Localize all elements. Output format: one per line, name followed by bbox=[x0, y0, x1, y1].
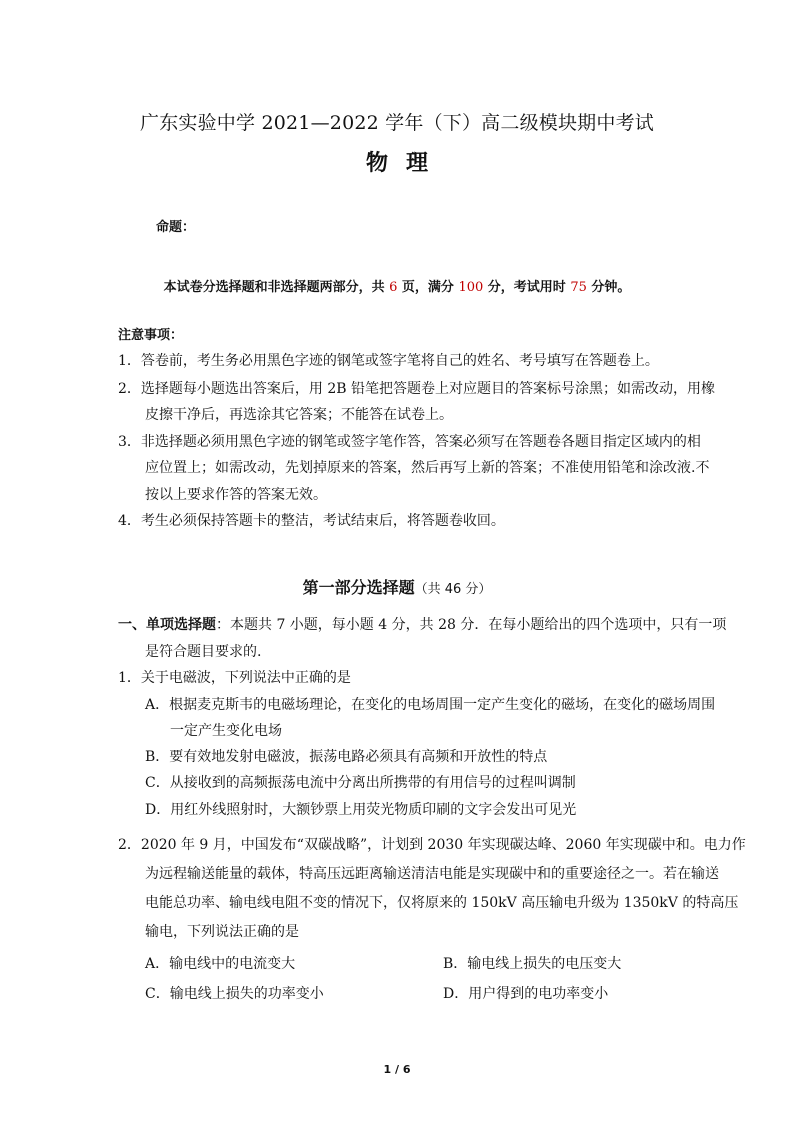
section-title bbox=[0, 575, 794, 598]
notice-item: 3．非选择题必须用黑色字迹的钢笔或签字笔作答，答案必须写在答题卷各题目指定区域内的相 bbox=[118, 434, 701, 450]
part-label: 一、单项选择题 bbox=[118, 617, 216, 633]
part-intro bbox=[118, 614, 726, 634]
part-text: ：本题共 7 小题，每小题 4 分，共 28 分．在每小题给出的四个选项中，只有一项 bbox=[216, 617, 727, 633]
subject-title: 物理 bbox=[365, 150, 446, 176]
exam-title: 广东实验中学 2021—2022 学年（下）高二级模块期中考试 bbox=[140, 112, 654, 134]
question-stem: 2．2020 年 9 月，中国发布“双碳战略”，计划到 2030 年实现碳达峰、2060 年实现碳中和。电力作 bbox=[118, 837, 746, 853]
option-a: A．输电线中的电流变大 bbox=[145, 956, 296, 972]
option-c: C．从接收到的高频振荡电流中分离出所携带的有用信号的过程叫调制 bbox=[145, 775, 576, 791]
section-name: 第一部分选择题 bbox=[302, 578, 415, 597]
exam-minutes: 75 bbox=[570, 280, 587, 295]
option-b: B．输电线上损失的电压变大 bbox=[443, 956, 622, 972]
notice-item: 4．考生必须保持答题卡的整洁，考试结束后，将答题卷收回。 bbox=[118, 513, 505, 529]
setter-label: 命题： bbox=[156, 220, 196, 235]
notice-item: 2．选择题每小题选出答案后，用 2B 铅笔把答题卷上对应题目的答案标号涂黑；如需改动，用橡 bbox=[118, 381, 716, 397]
notice-item: 1．答卷前，考生务必用黑色字迹的钢笔或签字笔将自己的姓名、考号填写在答题卷上。 bbox=[118, 353, 659, 369]
option-d: D．用户得到的电功率变小 bbox=[443, 986, 609, 1002]
notice-item: 皮擦干净后，再选涂其它答案；不能答在试卷上。 bbox=[145, 407, 453, 423]
option-a: A．根据麦克斯韦的电磁场理论，在变化的电场周围一定产生变化的磁场，在变化的磁场周围 bbox=[145, 697, 716, 713]
exam-intro bbox=[0, 276, 794, 295]
notice-item: 按以上要求作答的答案无效。 bbox=[145, 487, 327, 503]
page-number: 1 / 6 bbox=[383, 1063, 411, 1076]
full-score: 100 bbox=[458, 280, 484, 295]
intro-text: 页，满分 bbox=[397, 280, 459, 295]
notice-title: 注意事项： bbox=[118, 328, 184, 343]
intro-text: 分，考试用时 bbox=[483, 280, 571, 295]
question-stem: 输电，下列说法正确的是 bbox=[145, 924, 299, 940]
option-b: B．要有效地发射电磁波，振荡电路必须具有高频和开放性的特点 bbox=[145, 749, 548, 765]
question-stem: 1．关于电磁波，下列说法中正确的是 bbox=[118, 670, 351, 686]
intro-text: 分钟。 bbox=[586, 280, 631, 295]
option-d: D．用红外线照射时，大额钞票上用荧光物质印刷的文字会发出可见光 bbox=[145, 802, 577, 818]
question-stem: 电能总功率、输电线电阻不变的情况下，仅将原来的 150kV 高压输电升级为 1350kV 的特高压 bbox=[145, 895, 739, 911]
page-count: 6 bbox=[389, 280, 398, 295]
option-a: 一定产生变化电场 bbox=[170, 723, 282, 739]
option-c: C．输电线上损失的功率变小 bbox=[145, 986, 324, 1002]
question-stem: 为远程输送能量的载体，特高压远距离输送清洁电能是实现碳中和的重要途径之一。若在输送 bbox=[145, 866, 719, 882]
notice-item: 应位置上；如需改动，先划掉原来的答案，然后再写上新的答案；不准使用铅笔和涂改液.不 bbox=[145, 460, 710, 476]
section-score: （共 46 分） bbox=[414, 582, 492, 597]
part-text: 是符合题目要求的. bbox=[145, 644, 262, 660]
intro-text: 本试卷分选择题和非选择题两部分，共 bbox=[163, 280, 390, 295]
